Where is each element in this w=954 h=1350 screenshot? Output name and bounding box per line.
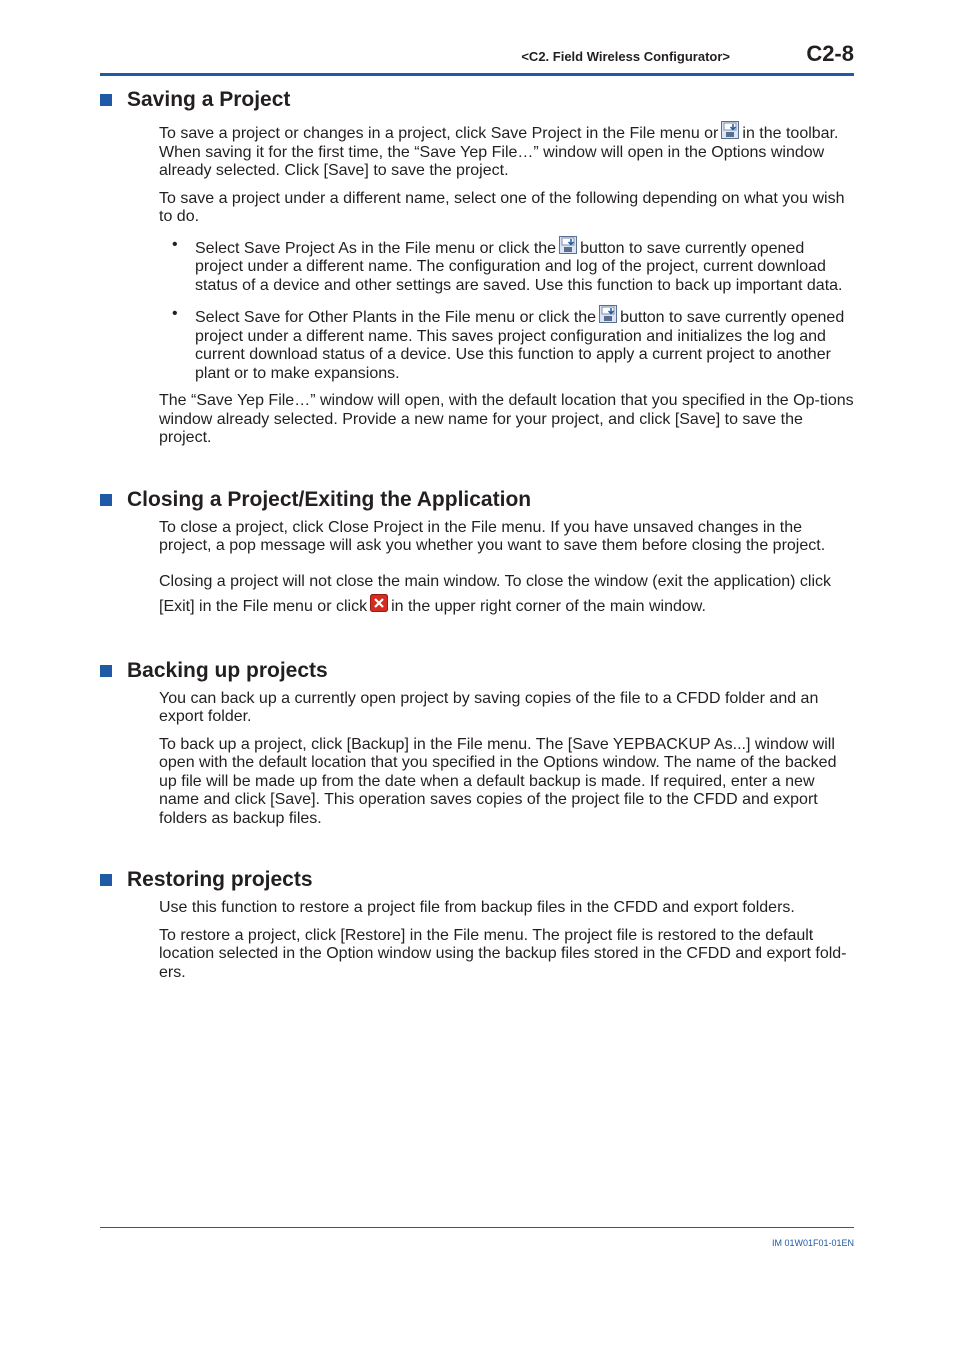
paragraph: The “Save Yep File…” window will open, with the default location that you specified in the Op-tions window already selected. Provide a new name for your project, and click [Save] to save the project. [159, 392, 854, 446]
bullet-mark: • [172, 235, 178, 253]
section-heading-restoring [100, 867, 854, 893]
header-divider [100, 73, 854, 76]
text-run: Closing a project will not close the main window. To close the window (exit the application) click [Exit] in the File menu or click [159, 572, 832, 615]
page-number: C2-8 [806, 41, 854, 66]
save-project-as-icon [559, 236, 577, 254]
square-bullet-icon [100, 665, 112, 677]
bullet-mark: • [172, 305, 178, 322]
section-heading-backing [100, 658, 854, 684]
paragraph: To restore a project, click [Restore] in the File menu. The project file is restored to the default location selected in the Option window using the backup files stored in the CFDD and export fold-ers. [159, 926, 847, 981]
footer-divider [100, 1227, 854, 1228]
paragraph: Use this function to restore a project file from backup files in the CFDD and export folders. [159, 899, 795, 916]
paragraph: You can back up a currently open project by saving copies of the file to a CFDD folder and an export folder. [159, 689, 819, 725]
page-content [100, 87, 854, 982]
close-icon [370, 594, 388, 612]
square-bullet-icon [100, 494, 112, 506]
bullet-list [159, 236, 854, 384]
text-run: To save a project or changes in a project, click Save Project in the File menu or [159, 125, 719, 142]
text-run: Select Save for Other Plants in the File menu or click the [195, 309, 597, 326]
paragraph: To back up a project, click [Backup] in the File menu. The [Save YEPBACKUP As...] window will open with the default location that you specified in the Options window. The name of the backed up file will be made up from the date when a default backup is made. If required, enter a new name and click [Save]. This operation saves copies of the project file to the CFDD and export folders as backup files. [159, 735, 837, 827]
chapter-title: <C2. Field Wireless Configurator> [521, 49, 730, 64]
save-for-other-plants-icon [599, 305, 617, 323]
text-run: Select Save Project As in the File menu or click the [195, 239, 557, 257]
paragraph [159, 570, 854, 619]
text-run: in the toolbar. When saving it for the first time, the “Save Yep File…” window will open in the Options window already selected. Click [Save] to save the project. [159, 125, 839, 179]
list-item [159, 236, 854, 296]
section-title: Backing up projects [127, 658, 328, 682]
section-heading-saving [100, 87, 854, 113]
text-run: button to save currently opened project under a different name. The configuration and log of the project, current download status of a device and other settings are saved. Use this function to back up important data. [195, 239, 843, 294]
section-heading-closing [100, 487, 854, 513]
save-project-icon [721, 121, 739, 139]
section-title: Saving a Project [127, 88, 291, 111]
paragraph: To save a project under a different name, select one of the following depending on what you wish to do. [159, 189, 845, 225]
list-item [159, 305, 854, 383]
paragraph [159, 121, 854, 181]
section-title: Restoring projects [127, 868, 313, 891]
paragraph: To close a project, click Close Project in the File menu. If you have unsaved changes in the project, a pop message will ask you whether you want to save them before closing the project. [159, 518, 826, 554]
square-bullet-icon [100, 874, 112, 886]
text-run: in the upper right corner of the main window. [391, 597, 706, 615]
section-title: Closing a Project/Exiting the Application [127, 487, 532, 511]
text-run: button to save currently opened project under a different name. This saves project configuration and initializes the log and current download status of a device. Use this function to apply a current project to another plant or to make expansions. [195, 309, 845, 382]
document-id: IM 01W01F01-01EN [771, 1238, 854, 1248]
square-bullet-icon [100, 94, 112, 106]
